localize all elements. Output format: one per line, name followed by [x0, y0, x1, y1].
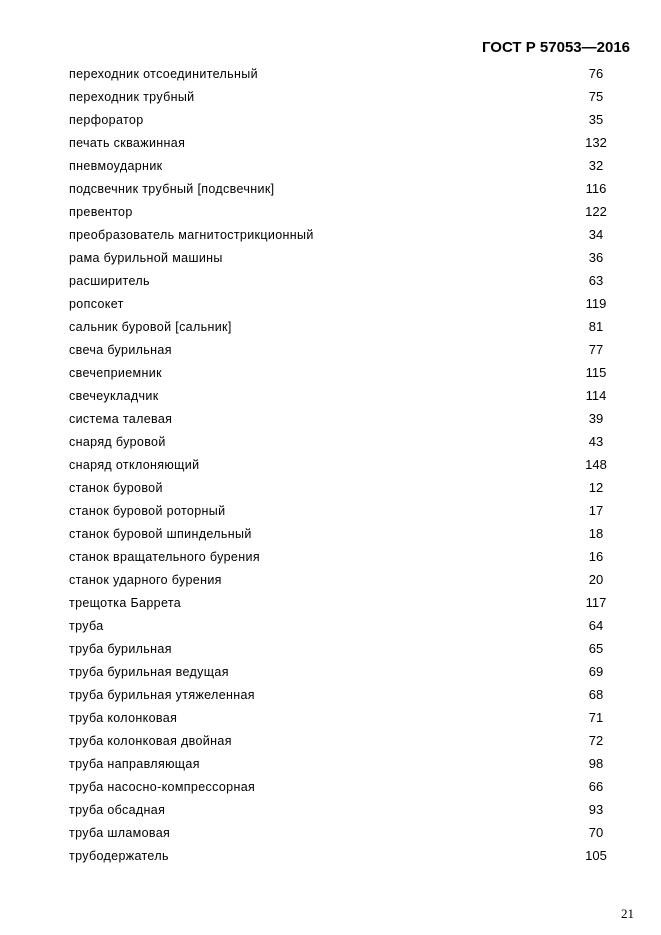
- index-page-ref: 114: [585, 388, 607, 403]
- index-entry: [69, 342, 620, 365]
- index-entry: [69, 434, 620, 457]
- index-page-ref: 68: [588, 687, 604, 702]
- index-page-ref: 39: [588, 411, 604, 426]
- index-page-ref: 70: [588, 825, 604, 840]
- index-term: расширитель: [69, 274, 150, 288]
- index-entry: [69, 779, 620, 802]
- index-term: станок буровой: [69, 481, 163, 495]
- index-page-ref: 117: [585, 595, 607, 610]
- index-entry: [69, 572, 620, 595]
- index-term: печать скважинная: [69, 136, 186, 150]
- index-term: труба насосно-компрессорная: [69, 780, 256, 794]
- index-page-ref: 32: [588, 158, 604, 173]
- index-page-ref: 69: [588, 664, 604, 679]
- index-term: труба бурильная утяжеленная: [69, 688, 255, 702]
- index-term: сальник буровой [сальник]: [69, 320, 232, 334]
- index-term: снаряд отклоняющий: [69, 458, 200, 472]
- index-page-ref: 116: [585, 181, 607, 196]
- index-page-ref: 43: [588, 434, 604, 449]
- index-entry: [69, 480, 620, 503]
- index-entry: [69, 411, 620, 434]
- index-term: труба бурильная ведущая: [69, 665, 229, 679]
- index-term: пневмоударник: [69, 159, 163, 173]
- index-term: станок буровой шпиндельный: [69, 527, 252, 541]
- index-term: труба колонковая: [69, 711, 178, 725]
- index-term: труба обсадная: [69, 803, 166, 817]
- index-page-ref: 122: [585, 204, 607, 219]
- index-page-ref: 66: [588, 779, 604, 794]
- index-term: перфоратор: [69, 113, 144, 127]
- index-entry: [69, 848, 620, 871]
- index-entry: [69, 296, 620, 319]
- index-term: ропсокет: [69, 297, 124, 311]
- index-page-ref: 81: [588, 319, 604, 334]
- document-header: ГОСТ Р 57053—2016: [481, 39, 630, 56]
- index-entry: [69, 388, 620, 411]
- index-entry: [69, 158, 620, 181]
- index-term: подсвечник трубный [подсвечник]: [69, 182, 275, 196]
- index-term: станок буровой роторный: [69, 504, 226, 518]
- index-entry: [69, 457, 620, 480]
- index-entry: [69, 549, 620, 572]
- index-entry: [69, 66, 620, 89]
- index-term: трубодержатель: [69, 849, 169, 863]
- index-entry: [69, 227, 620, 250]
- index-entry: [69, 112, 620, 135]
- index-term: станок ударного бурения: [69, 573, 222, 587]
- index-page-ref: 16: [588, 549, 604, 564]
- index-term: труба шламовая: [69, 826, 171, 840]
- index-term: труба бурильная: [69, 642, 172, 656]
- index-term: труба: [69, 619, 104, 633]
- index-entry: [69, 664, 620, 687]
- index-page-ref: 148: [585, 457, 607, 472]
- index-term: переходник отсоединительный: [69, 67, 258, 81]
- index-entry: [69, 733, 620, 756]
- index-page-ref: 71: [588, 710, 604, 725]
- index-term: станок вращательного бурения: [69, 550, 260, 564]
- index-entry: [69, 273, 620, 296]
- index-page-ref: 35: [588, 112, 604, 127]
- index-page-ref: 20: [588, 572, 604, 587]
- index-term: рама бурильной машины: [69, 251, 223, 265]
- index-page-ref: 119: [585, 296, 607, 311]
- index-term: превентор: [69, 205, 133, 219]
- index-entry: [69, 618, 620, 641]
- index-entry: [69, 250, 620, 273]
- index-page-ref: 65: [588, 641, 604, 656]
- index-entry: [69, 503, 620, 526]
- index-page-ref: 36: [588, 250, 604, 265]
- index-term: свечеприемник: [69, 366, 162, 380]
- index-term: переходник трубный: [69, 90, 195, 104]
- index-page-ref: 18: [588, 526, 604, 541]
- index-entry: [69, 365, 620, 388]
- index-term: система талевая: [69, 412, 173, 426]
- index-term: свечеукладчик: [69, 389, 159, 403]
- index-entry: [69, 825, 620, 848]
- index-page-ref: 17: [588, 503, 604, 518]
- index-entry: [69, 135, 620, 158]
- index-page-ref: 93: [588, 802, 604, 817]
- index-entry: [69, 710, 620, 733]
- index-page-ref: 77: [588, 342, 604, 357]
- index-page-ref: 98: [588, 756, 604, 771]
- index-page-ref: 105: [585, 848, 607, 863]
- index-term: труба колонковая двойная: [69, 734, 232, 748]
- index-entry: [69, 687, 620, 710]
- index-entry: [69, 319, 620, 342]
- index-entry: [69, 526, 620, 549]
- page-number: 21: [621, 906, 634, 921]
- index-page-ref: 76: [588, 66, 604, 81]
- index-entry: [69, 204, 620, 227]
- index-page-ref: 34: [588, 227, 604, 242]
- index-page-ref: 72: [588, 733, 604, 748]
- index-term: труба направляющая: [69, 757, 200, 771]
- index-page-ref: 64: [588, 618, 604, 633]
- index-term: преобразователь магнитострикционный: [69, 228, 314, 242]
- index-page-ref: 63: [588, 273, 604, 288]
- index-page-ref: 132: [585, 135, 607, 150]
- index-page-ref: 12: [588, 480, 604, 495]
- index-entry: [69, 181, 620, 204]
- index-entry: [69, 595, 620, 618]
- alphabetical-index-list: [69, 66, 620, 871]
- index-entry: [69, 641, 620, 664]
- index-term: трещотка Баррета: [69, 596, 182, 610]
- index-page-ref: 115: [585, 365, 607, 380]
- index-entry: [69, 756, 620, 779]
- index-entry: [69, 802, 620, 825]
- index-entry: [69, 89, 620, 112]
- index-term: снаряд буровой: [69, 435, 166, 449]
- index-term: свеча бурильная: [69, 343, 172, 357]
- index-page-ref: 75: [588, 89, 604, 104]
